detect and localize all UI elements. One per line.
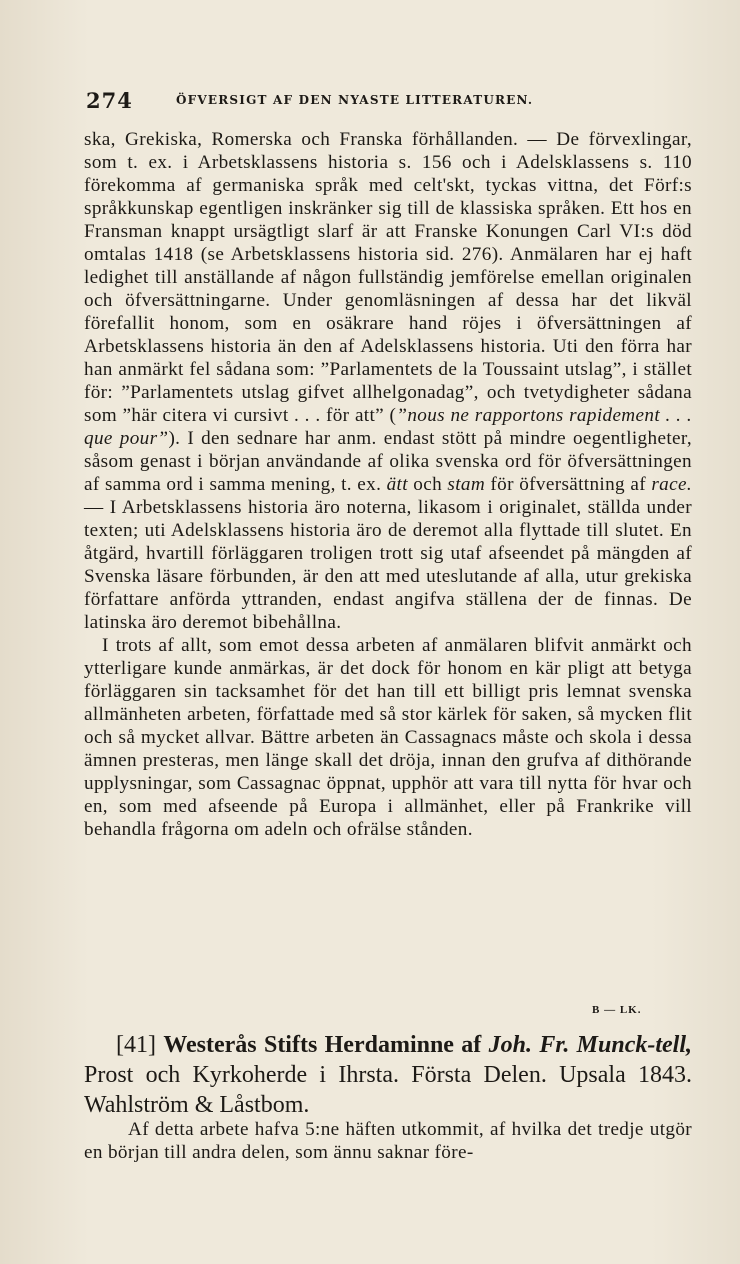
text-run: och: [407, 474, 448, 495]
entry-body-text: Af detta arbete hafva 5:ne häften utkommit, af hvilka det tredje utgör en början till andra delen, som ännu saknar före-: [84, 1119, 692, 1163]
italic-word: race.: [651, 474, 692, 495]
entry-title: Westerås Stifts Herdaminne af: [163, 1032, 482, 1058]
text-run: ). I den sednare har anm. endast stött på mindre oegentligheter, såsom genast i början användande af olika svenska ord för öfversättningen af samma ord i samma mening, t. ex.: [84, 428, 692, 495]
review-paragraph-2: I trots af allt, som emot dessa arbeten af anmälaren blifvit anmärkt och ytterligare kunde anmärkas, är det dock för honom en kär pligt att betyga förläggaren sin tacksamhet för det han till ett billigt pris lemnat svenska allmänheten arbeten, författade med så stor kärlek för saken, så mycken flit och så mycket allvar. Bättre arbeten än Cassagnacs måste och skola i dessa ämnen presteras, men länge skall det dröja, innan den grufva af dithörande upplysningar, som Cassagnac öppnat, upphör att vara till nytta för hvar och en, som med afseende på Europa i allmänhet, eller på Frankrike vill behandla frågorna om adeln och ofrälse stånden.: [84, 635, 692, 840]
review-paragraph-1: [84, 128, 692, 634]
page-number: 274: [86, 88, 133, 113]
entry-number: [41]: [116, 1032, 156, 1058]
entry-publication-info: Prost och Kyrkoherde i Ihrsta. Första Delen. Upsala 1843. Wahlström & Låstbom.: [84, 1062, 692, 1118]
text-run: — I Arbetsklassens historia äro noterna, likasom i originalet, ställda under texten; uti Adelsklassens historia äro de deremot alla flyttade till slutet. En åtgärd, hvartill förläggaren troligen trott sig utaf afseendet på mängden af Svenska läsare förbunden, är den att med uteslutande af alla, utur grekiska författare anförda yttranden, endast angifva ställena der de finnas. De latinska äro deremot bibehållna.: [84, 497, 692, 633]
italic-quote: ”nous ne rapportons rapidement . . . que pour”: [84, 405, 692, 449]
text-run: för öfversättning af: [485, 474, 652, 495]
page-header: [86, 88, 690, 114]
reviewer-signature: B — LK.: [592, 1004, 642, 1016]
italic-word: ätt: [386, 474, 408, 495]
entry-author: Joh. Fr. Munck-tell,: [488, 1032, 693, 1058]
entry-heading: [84, 1030, 692, 1120]
italic-word: stam: [447, 474, 486, 495]
running-title: ÖFVERSIGT AF DEN NYASTE LITTERATUREN.: [176, 93, 534, 107]
text-run: ska, Grekiska, Romerska och Franska förhållanden. — De förvexlingar, som t. ex. i Arbetsklassens historia s. 156 och i Adelsklassens s. 110 förekomma af germaniska språk med celt'skt, tyckas vittna, det Förf:s språkkunskap egentligen inskränker sig till de klassiska språken. Ett hos en Fransman knappt ursägtligt slarf är att Franske Konungen Carl VI:s död omtalas 1418 (se Arbetsklassens historia sid. 276). Anmälaren har ej haft ledighet till anställande af någon fullständig jemförelse emellan originalen och öfversättningarne. Under genomläsningen af dessa har det likväl förefallit honom, som en osäkrare hand röjes i öfversättningen af Arbetsklassens historia än den af Adelsklassens historia. Uti den förra har han anmärkt fel sådana som: ”Parlamentets de la Toussaint utslag”, i stället för: ”Parlamentets utslag gifvet allhelgonadag”, och tvetydigheter sådana som ”här citera vi cursivt . . . för att” (: [84, 129, 692, 426]
review-text: [84, 128, 692, 841]
